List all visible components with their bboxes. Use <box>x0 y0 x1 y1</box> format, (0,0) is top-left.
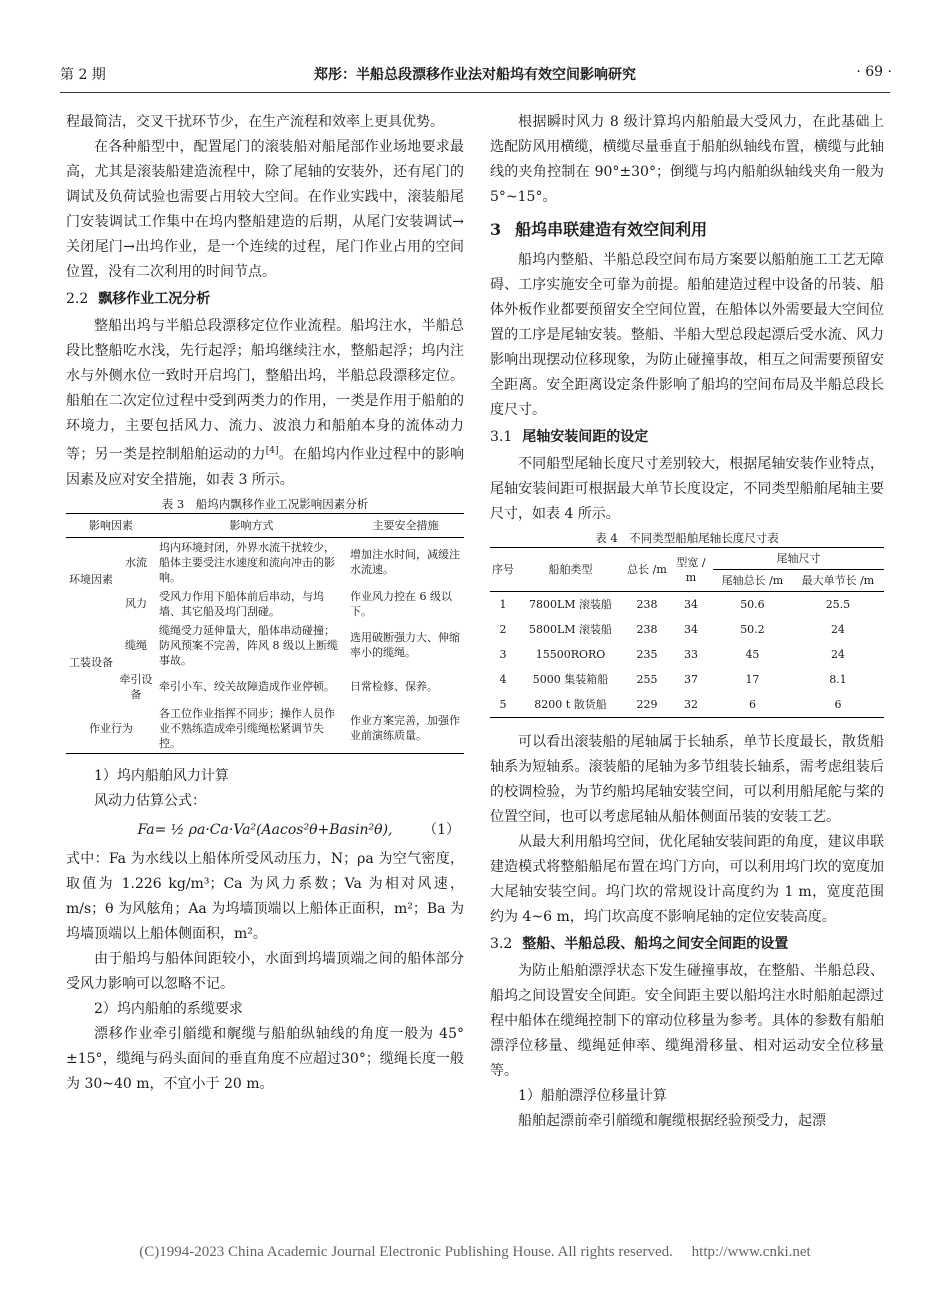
section-heading-3: 3 船坞串联建造有效空间利用 <box>490 220 708 239</box>
table-cell: 8.1 <box>829 673 847 686</box>
table-row <box>66 704 464 754</box>
table-cell: 5000 集装箱船 <box>532 673 609 686</box>
section-heading-3-2: 3.2 整船、半船总段、船坞之间安全间距的设置 <box>490 936 789 952</box>
paragraph: 船舶起漂前牵引艏缆和艉缆根据经验预受力，起漂 <box>518 1113 826 1129</box>
table-cell: 34 <box>684 623 698 636</box>
table-header: 尾轴尺寸 <box>713 548 884 570</box>
table-cell: 风力 <box>125 597 147 611</box>
table-header: 影响因素 <box>66 513 156 537</box>
table-cell: 受风力作用下船体前后串动，与坞墙、其它船及坞门刮碰。 <box>159 589 324 618</box>
formula-label: 风动力估算公式： <box>94 792 206 809</box>
section-heading-2-2: 2.2 飘移作业工况分析 <box>66 291 211 307</box>
list-item: 2）坞内船舶的系缆要求 <box>94 1000 243 1017</box>
paragraph: 不同船型尾轴长度尺寸差别较大，根据尾轴安装作业特点，尾轴安装间距可根据最大单节长度设定，不同类型船舶尾轴主要尺寸，如表 4 所示。 <box>490 456 884 522</box>
table-header: 主要安全措施 <box>347 513 464 537</box>
table-row <box>490 692 884 718</box>
paragraph: 式中：Fa 为水线以上船体所受风动压力，N；ρa 为空气密度，取值为 1.226 kg/m³；Ca 为风力系数；Va 为相对风速，m/s；θ 为风舷角；Aa 为坞墙顶端以上船体正面积，m²；Ba 为坞墙顶端以上船体侧面积，m²。 <box>66 850 464 942</box>
header-rule <box>60 92 890 93</box>
paragraph: 根据瞬时风力 8 级计算坞内船舶最大受风力，在此基础上选配防风用横缆，横缆尽量垂直于船舶纵轴线布置，横缆与此轴线的夹角控制在 90°±30°；倒缆与坞内船舶纵轴线夹角一般为 5°~15°。 <box>490 114 884 205</box>
table-cell: 238 <box>636 623 658 636</box>
table-cell: 25.5 <box>825 598 851 611</box>
table-header: 影响方式 <box>156 513 347 537</box>
table-3 <box>66 513 464 754</box>
table-row <box>66 537 464 587</box>
paragraph: 从最大利用船坞空间，优化尾轴安装间距的角度，建议串联建造模式将整船船尾布置在坞门方向，可以利用坞门坎的宽度加大尾轴安装空间。坞门坎的常规设计高度约为 1 m，宽度范围约为 4~6 m，坞门坎高度不影响尾轴的定位安装高度。 <box>490 834 884 925</box>
table-cell: 缆绳 <box>125 638 147 652</box>
table-cell: 255 <box>636 673 658 686</box>
table-header: 尾轴总长 /m <box>713 570 792 592</box>
table-cell: 50.6 <box>740 598 765 611</box>
paragraph: 可以看出滚装船的尾轴属于长轴系，单节长度最长，散货船轴系为短轴系。滚装船的尾轴为多节组装长轴系，需考虑组装后的校调检验，为节约船坞尾轴安装空间，可以利用船尾舵与桨的位置空间，也可以考虑尾轴从船体侧面吊装的安装工艺。 <box>490 734 884 825</box>
table-cell: 缆绳受力延伸量大，船体串动碰撞；防风预案不完善，阵风 8 级以上断缆事故。 <box>159 623 338 667</box>
table-row <box>490 617 884 642</box>
paragraph: 船坞内整船、半船总段空间布局方案要以船舶施工工艺无障碍、工序实施安全可靠为前提。船舶建造过程中设备的吊装、船体外板作业都要预留安全空间位置，在船体以外需要最大空间位置的工序是尾轴安装。整船、半船大型总段起漂后受水流、风力影响出现摆动位移现象，为防止碰撞事故，相互之间需要预留安全距离。安全距离设定条件影响了船坞的空间布局及半船总段长度尺寸。 <box>490 252 884 418</box>
table-group: 工装设备 <box>69 655 113 669</box>
table-cell: 229 <box>625 692 669 718</box>
copyright-footer: (C)1994-2023 China Academic Journal Electronic Publishing House. All rights reserved. http://www.cnki.net <box>139 1244 811 1260</box>
issue-number: 第 2 期 <box>60 67 106 83</box>
table-cell: 8200 t 散货船 <box>516 692 625 718</box>
table-cell: 50.2 <box>740 623 765 636</box>
table-cell: 6 <box>713 692 792 718</box>
table-cell: 3 <box>499 648 507 661</box>
paragraph: 漂移作业牵引艏缆和艉缆与船舶纵轴线的角度一般为 45°±15°，缆绳与码头面间的垂直角度不应超过30°；缆绳长度一般为 30~40 m，不宜小于 20 m。 <box>66 1025 464 1092</box>
table-header: 船舶类型 <box>516 548 625 592</box>
table-3-caption: 表 3 船坞内飘移作业工况影响因素分析 <box>161 496 369 511</box>
citation[interactable]: [4] <box>265 446 279 456</box>
table-cell: 15500RORO <box>535 648 606 661</box>
table-row <box>66 587 464 621</box>
table-cell: 17 <box>745 673 760 686</box>
table-row <box>490 667 884 692</box>
table-cell: 各工位作业指挥不同步；操作人员作业不熟练造成牵引缆绳松紧调节失控。 <box>156 704 347 754</box>
table-row <box>490 592 884 618</box>
table-cell: 235 <box>636 648 658 661</box>
table-cell: 选用破断强力大、伸缩率小的缆绳。 <box>350 631 460 660</box>
equation-number: （1） <box>423 821 460 838</box>
left-column <box>66 110 464 1097</box>
table-cell: 34 <box>684 598 698 611</box>
table-cell: 1 <box>499 598 507 611</box>
table-cell: 7800LM 滚装船 <box>528 598 613 611</box>
running-title: 郑彤：半船总段漂移作业法对船坞有效空间影响研究 <box>314 67 636 83</box>
table-cell: 32 <box>669 692 713 718</box>
table-cell: 日常检修、保养。 <box>350 680 438 694</box>
table-header: 最大单节长 /m <box>792 570 884 592</box>
table-4 <box>490 547 884 718</box>
table-cell: 45 <box>745 648 760 661</box>
table-cell: 5 <box>490 692 516 718</box>
table-row <box>66 670 464 704</box>
table-cell: 4 <box>499 673 507 686</box>
paragraph: 由于船坞与船体间距较小，水面到坞墙顶端之间的船体部分受风力影响可以忽略不记。 <box>66 950 464 992</box>
table-cell: 坞内环境封闭，外界水流干扰较少，船体主要受注水速度和流向冲击的影响。 <box>159 540 335 584</box>
table-group: 环境因素 <box>69 572 113 586</box>
table-cell: 238 <box>636 598 658 611</box>
table-cell: 24 <box>830 648 845 661</box>
list-item: 1）坞内船舶风力计算 <box>94 767 229 784</box>
table-row <box>66 621 464 670</box>
paragraph: 为防止船舶漂浮状态下发生碰撞事故，在整船、半船总段、船坞之间设置安全间距。安全间距主要以船坞注水时船舶起漂过程中船体在缆绳控制下的窜动位移量为参考。具体的参数有船舶漂浮位移量、缆绳延伸率、缆绳滑移量、相对运动安全位移量等。 <box>490 963 884 1079</box>
paragraph: 程最简洁，交叉干扰环节少，在生产流程和效率上更具优势。 <box>66 114 444 130</box>
table-cell: 牵引设备 <box>119 672 153 701</box>
table-cell: 作业方案完善，加强作业前演练质量。 <box>347 704 464 754</box>
section-heading-3-1: 3.1 尾轴安装间距的设定 <box>490 429 649 445</box>
paragraph: 整船出坞与半船总段漂移定位作业流程。船坞注水，半船总段比整船吃水浅，先行起浮；船坞继续注水，整船起浮；坞内注水与外侧水位一致时开启坞门，整船出坞，半船总段漂移定位。船舶在二次定位过程中受到两类力的作用，一类是作用于船舶的环境力，主要包括风力、流力、波浪力和船舶本身的流体动力等；另一类是控制船舶运动的力[4]。在船坞内作业过程中的影响因素及应对安全措施，如表 3 所示。 <box>66 318 465 488</box>
formula-1: Fa= ½ ρa·Ca·Va²(Aacos²θ+Basin²θ), （1） <box>66 818 464 843</box>
table-header: 序号 <box>490 548 516 592</box>
table-cell: 37 <box>684 673 698 686</box>
table-cell: 牵引小车、绞关故障造成作业停顿。 <box>159 680 335 694</box>
table-4-caption: 表 4 不同类型船舶尾轴长度尺寸表 <box>595 531 779 545</box>
table-header: 总长 /m <box>625 548 669 592</box>
page-number: · 69 · <box>856 64 892 80</box>
table-cell: 作业行为 <box>66 704 156 754</box>
table-cell: 增加注水时间，减缓注水流速。 <box>350 548 460 577</box>
table-cell: 作业风力控在 6 级以下。 <box>350 589 452 618</box>
table-cell: 2 <box>499 623 507 636</box>
table-row <box>490 642 884 667</box>
table-cell: 6 <box>792 692 884 718</box>
right-column <box>490 110 884 1134</box>
table-cell: 水流 <box>125 555 147 569</box>
paragraph: 在各种船型中，配置尾门的滚装船对船尾部作业场地要求最高，尤其是滚装船建造流程中，除了尾轴的安装外，还有尾门的调试及负荷试验也需要占用较大空间。在作业实践中，滚装船尾门安装调试工作集中在坞内整船建造的后期，从尾门安装调试→关闭尾门→出坞作业，是一个连续的过程，尾门作业占用的空间位置，没有二次利用的时间节点。 <box>66 139 464 280</box>
table-cell: 5800LM 滚装船 <box>528 623 613 636</box>
table-cell: 24 <box>830 623 845 636</box>
list-item: 1）船舶漂浮位移量计算 <box>518 1088 667 1104</box>
table-header: 型宽 / m <box>669 548 713 592</box>
table-cell: 33 <box>684 648 698 661</box>
